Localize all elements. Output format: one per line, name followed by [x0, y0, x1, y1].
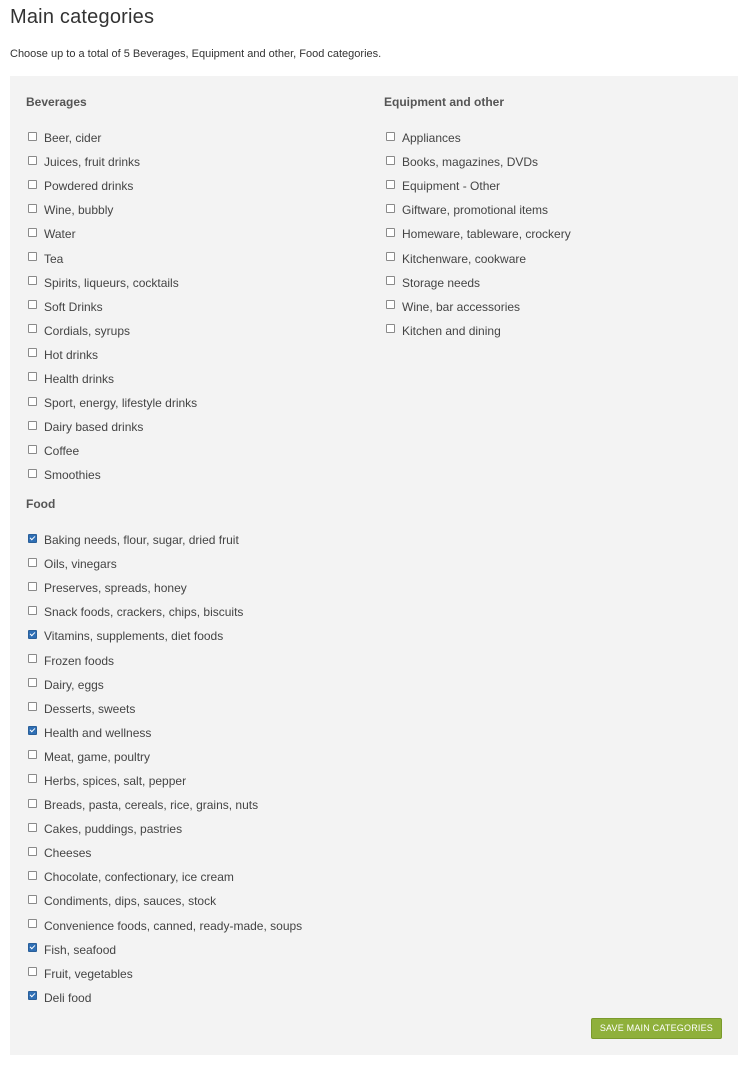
category-option[interactable]	[26, 415, 356, 439]
checkbox[interactable]	[28, 156, 37, 165]
category-option[interactable]	[26, 986, 376, 1010]
category-label: Hot drinks	[44, 347, 99, 362]
category-label: Preserves, spreads, honey	[44, 581, 187, 596]
checkbox[interactable]	[28, 919, 37, 928]
category-option[interactable]	[26, 793, 376, 817]
category-option[interactable]	[26, 198, 356, 222]
checkbox[interactable]	[28, 774, 37, 783]
category-option[interactable]	[26, 222, 356, 246]
category-option[interactable]	[26, 673, 376, 697]
category-label: Chocolate, confectionary, ice cream	[44, 870, 234, 885]
category-label: Books, magazines, DVDs	[402, 155, 539, 170]
checkbox[interactable]	[28, 132, 37, 141]
checkbox[interactable]	[28, 895, 37, 904]
category-label: Health drinks	[44, 371, 115, 386]
category-label: Fruit, vegetables	[44, 966, 133, 981]
category-label: Kitchen and dining	[402, 323, 501, 338]
checkbox-checked[interactable]	[28, 726, 37, 735]
categories-panel	[10, 76, 738, 1055]
category-option[interactable]	[384, 198, 714, 222]
checkbox-checked[interactable]	[28, 534, 37, 543]
category-label: Coffee	[44, 444, 80, 459]
checkbox[interactable]	[28, 324, 37, 333]
checkbox[interactable]	[386, 180, 395, 189]
group-title: Food	[26, 497, 56, 511]
category-label: Storage needs	[402, 275, 481, 290]
category-option[interactable]	[26, 697, 376, 721]
category-label: Giftware, promotional items	[402, 203, 549, 218]
category-label: Kitchenware, cookware	[402, 251, 527, 266]
category-option[interactable]	[26, 343, 356, 367]
category-label: Frozen foods	[44, 653, 115, 668]
category-option[interactable]	[26, 150, 356, 174]
category-option[interactable]	[384, 246, 714, 270]
checkbox[interactable]	[28, 871, 37, 880]
category-option[interactable]	[384, 174, 714, 198]
category-option[interactable]	[26, 962, 376, 986]
checkbox[interactable]	[28, 421, 37, 430]
checkbox[interactable]	[386, 276, 395, 285]
checkbox[interactable]	[28, 678, 37, 687]
checkbox[interactable]	[28, 276, 37, 285]
category-option[interactable]	[26, 552, 376, 576]
checkbox[interactable]	[28, 558, 37, 567]
category-group-equipment	[384, 94, 714, 343]
category-option[interactable]	[26, 865, 376, 889]
checkbox[interactable]	[386, 252, 395, 261]
category-label: Health and wellness	[44, 725, 152, 740]
category-label: Desserts, sweets	[44, 701, 136, 716]
category-option[interactable]	[26, 391, 356, 415]
checkbox[interactable]	[386, 228, 395, 237]
category-option[interactable]	[26, 938, 376, 962]
category-label: Breads, pasta, cereals, rice, grains, nuts	[44, 798, 259, 813]
category-option[interactable]	[26, 367, 356, 391]
category-option[interactable]	[26, 295, 356, 319]
checkbox[interactable]	[28, 445, 37, 454]
checkbox[interactable]	[28, 372, 37, 381]
checkbox[interactable]	[386, 204, 395, 213]
category-label: Smoothies	[44, 468, 101, 483]
category-label: Juices, fruit drinks	[44, 155, 141, 170]
category-group-beverages	[26, 94, 356, 487]
category-label: Homeware, tableware, crockery	[402, 227, 571, 242]
checkbox[interactable]	[386, 156, 395, 165]
category-list	[384, 126, 714, 343]
category-option[interactable]	[384, 295, 714, 319]
category-list	[26, 126, 356, 487]
category-label: Beer, cider	[44, 131, 102, 146]
category-label: Equipment - Other	[402, 179, 501, 194]
category-option[interactable]	[384, 271, 714, 295]
category-option[interactable]	[26, 319, 356, 343]
category-label: Wine, bubbly	[44, 203, 114, 218]
checkbox[interactable]	[386, 300, 395, 309]
checkbox[interactable]	[28, 847, 37, 856]
checkbox[interactable]	[28, 654, 37, 663]
checkbox-checked[interactable]	[28, 943, 37, 952]
checkbox[interactable]	[28, 180, 37, 189]
category-option[interactable]	[26, 624, 376, 648]
checkbox[interactable]	[28, 204, 37, 213]
category-option[interactable]	[26, 174, 356, 198]
category-label: Vitamins, supplements, diet foods	[44, 629, 224, 644]
category-option[interactable]	[384, 319, 714, 343]
checkbox[interactable]	[28, 702, 37, 711]
category-label: Water	[44, 227, 76, 242]
category-label: Tea	[44, 251, 64, 266]
category-option[interactable]	[26, 126, 356, 150]
checkbox[interactable]	[28, 348, 37, 357]
checkbox[interactable]	[28, 750, 37, 759]
category-option[interactable]	[26, 463, 356, 487]
category-label: Deli food	[44, 990, 92, 1005]
page-title: Main categories	[10, 6, 155, 28]
checkbox[interactable]	[28, 252, 37, 261]
category-label: Cheeses	[44, 846, 92, 861]
category-option[interactable]	[384, 222, 714, 246]
category-option[interactable]	[26, 271, 356, 295]
category-option[interactable]	[26, 246, 356, 270]
category-label: Cordials, syrups	[44, 323, 131, 338]
category-option[interactable]	[26, 600, 376, 624]
category-label: Spirits, liqueurs, cocktails	[44, 275, 179, 290]
category-option[interactable]	[26, 528, 376, 552]
category-option[interactable]	[26, 817, 376, 841]
category-label: Fish, seafood	[44, 942, 117, 957]
category-option[interactable]	[26, 648, 376, 672]
checkbox[interactable]	[28, 606, 37, 615]
category-option[interactable]	[384, 126, 714, 150]
checkbox[interactable]	[28, 300, 37, 309]
category-label: Convenience foods, canned, ready-made, soups	[44, 918, 303, 933]
save-main-categories-button[interactable]: SAVE MAIN CATEGORIES	[591, 1018, 722, 1039]
category-option[interactable]	[26, 439, 356, 463]
category-option[interactable]	[26, 889, 376, 913]
category-option[interactable]	[26, 914, 376, 938]
category-option[interactable]	[26, 745, 376, 769]
category-option[interactable]	[26, 576, 376, 600]
category-list	[26, 528, 376, 1010]
checkbox[interactable]	[28, 228, 37, 237]
category-label: Oils, vinegars	[44, 557, 117, 572]
category-label: Dairy, eggs	[44, 677, 104, 692]
category-label: Powdered drinks	[44, 179, 134, 194]
category-label: Baking needs, flour, sugar, dried fruit	[44, 533, 239, 548]
category-label: Cakes, puddings, pastries	[44, 822, 183, 837]
checkbox[interactable]	[28, 397, 37, 406]
checkbox[interactable]	[386, 132, 395, 141]
checkbox[interactable]	[28, 799, 37, 808]
checkbox[interactable]	[28, 823, 37, 832]
category-label: Meat, game, poultry	[44, 749, 151, 764]
category-label: Dairy based drinks	[44, 420, 144, 435]
checkbox-checked[interactable]	[28, 630, 37, 639]
category-label: Snack foods, crackers, chips, biscuits	[44, 605, 244, 620]
checkbox[interactable]	[28, 469, 37, 478]
category-option[interactable]	[26, 769, 376, 793]
category-group-food	[26, 496, 376, 1010]
category-label: Soft Drinks	[44, 299, 103, 314]
checkbox[interactable]	[386, 324, 395, 333]
category-option[interactable]	[26, 721, 376, 745]
category-label: Appliances	[402, 131, 461, 146]
checkbox[interactable]	[28, 582, 37, 591]
category-label: Wine, bar accessories	[402, 299, 521, 314]
category-option[interactable]	[384, 150, 714, 174]
category-label: Condiments, dips, sauces, stock	[44, 894, 217, 909]
intro-text: Choose up to a total of 5 Beverages, Equipment and other, Food categories.	[10, 48, 382, 60]
group-title: Beverages	[26, 95, 87, 109]
category-label: Herbs, spices, salt, pepper	[44, 773, 187, 788]
checkbox[interactable]	[28, 967, 37, 976]
checkbox-checked[interactable]	[28, 991, 37, 1000]
category-option[interactable]	[26, 841, 376, 865]
group-title: Equipment and other	[384, 95, 504, 109]
category-label: Sport, energy, lifestyle drinks	[44, 396, 198, 411]
